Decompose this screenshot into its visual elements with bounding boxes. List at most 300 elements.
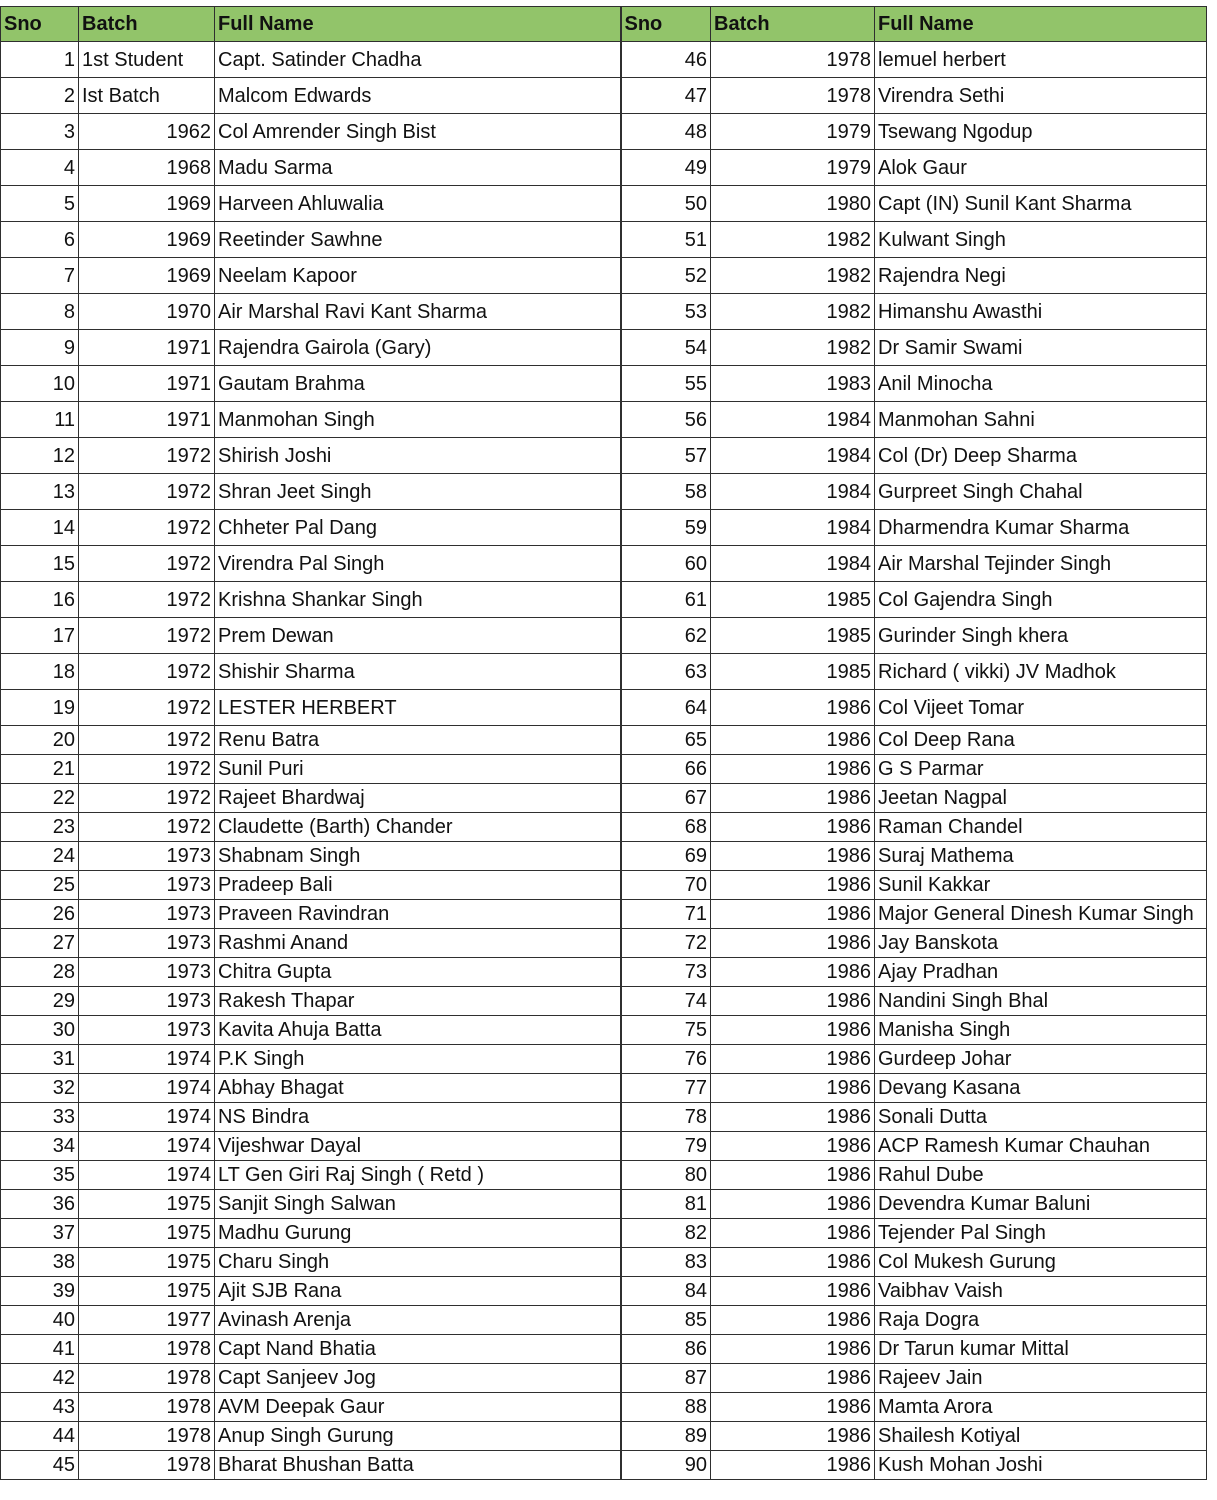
cell-batch[interactable]: 1968: [79, 150, 215, 186]
table-row: [1, 1422, 1207, 1451]
table-row: [1, 987, 1207, 1016]
table-row: [1, 366, 1207, 402]
cell-full-name-2[interactable]: Air Marshal Tejinder Singh: [875, 546, 1207, 582]
cell-sno-2[interactable]: 76: [621, 1045, 711, 1074]
cell-batch[interactable]: 1975: [79, 1248, 215, 1277]
cell-batch-2[interactable]: 1984: [711, 510, 875, 546]
cell-full-name-2[interactable]: Capt (IN) Sunil Kant Sharma: [875, 186, 1207, 222]
cell-batch-2[interactable]: 1986: [711, 755, 875, 784]
cell-full-name-2[interactable]: Sunil Kakkar: [875, 871, 1207, 900]
cell-sno-2[interactable]: 58: [621, 474, 711, 510]
cell-batch[interactable]: 1970: [79, 294, 215, 330]
cell-batch[interactable]: 1973: [79, 987, 215, 1016]
cell-full-name-2[interactable]: Gurpreet Singh Chahal: [875, 474, 1207, 510]
cell-full-name[interactable]: Vijeshwar Dayal: [215, 1132, 621, 1161]
cell-sno[interactable]: 21: [1, 755, 79, 784]
cell-full-name-2[interactable]: Jay Banskota: [875, 929, 1207, 958]
table-row: [1, 258, 1207, 294]
cell-sno-2[interactable]: 66: [621, 755, 711, 784]
cell-batch[interactable]: 1974: [79, 1132, 215, 1161]
cell-full-name[interactable]: Ajit SJB Rana: [215, 1277, 621, 1306]
cell-sno[interactable]: 12: [1, 438, 79, 474]
cell-sno[interactable]: 1: [1, 42, 79, 78]
cell-batch[interactable]: 1971: [79, 330, 215, 366]
cell-batch[interactable]: 1971: [79, 402, 215, 438]
cell-batch[interactable]: 1973: [79, 871, 215, 900]
cell-sno-2[interactable]: 75: [621, 1016, 711, 1045]
cell-sno-2[interactable]: 77: [621, 1074, 711, 1103]
cell-full-name[interactable]: Madhu Gurung: [215, 1219, 621, 1248]
table-row: [1, 871, 1207, 900]
cell-batch[interactable]: 1972: [79, 582, 215, 618]
cell-batch[interactable]: 1972: [79, 510, 215, 546]
cell-full-name[interactable]: Sanjit Singh Salwan: [215, 1190, 621, 1219]
cell-sno[interactable]: 34: [1, 1132, 79, 1161]
cell-sno-2[interactable]: 48: [621, 114, 711, 150]
header-sno-2[interactable]: Sno: [621, 7, 711, 42]
cell-full-name-2[interactable]: Anil Minocha: [875, 366, 1207, 402]
table-row: [1, 1335, 1207, 1364]
cell-full-name[interactable]: Rajeet Bhardwaj: [215, 784, 621, 813]
cell-batch-2[interactable]: 1979: [711, 114, 875, 150]
cell-sno-2[interactable]: 70: [621, 871, 711, 900]
cell-full-name[interactable]: Renu Batra: [215, 726, 621, 755]
cell-sno-2[interactable]: 68: [621, 813, 711, 842]
cell-batch-2[interactable]: 1986: [711, 900, 875, 929]
cell-batch-2[interactable]: 1986: [711, 929, 875, 958]
header-full-name-2[interactable]: Full Name: [875, 7, 1207, 42]
cell-batch[interactable]: 1973: [79, 900, 215, 929]
cell-batch[interactable]: 1972: [79, 755, 215, 784]
cell-sno[interactable]: 2: [1, 78, 79, 114]
cell-batch[interactable]: 1978: [79, 1422, 215, 1451]
header-sno[interactable]: Sno: [1, 7, 79, 42]
cell-full-name[interactable]: Reetinder Sawhne: [215, 222, 621, 258]
cell-full-name[interactable]: Rashmi Anand: [215, 929, 621, 958]
cell-batch[interactable]: 1969: [79, 222, 215, 258]
cell-sno[interactable]: 30: [1, 1016, 79, 1045]
cell-sno[interactable]: 3: [1, 114, 79, 150]
cell-sno-2[interactable]: 61: [621, 582, 711, 618]
cell-sno-2[interactable]: 88: [621, 1393, 711, 1422]
cell-full-name-2[interactable]: Virendra Sethi: [875, 78, 1207, 114]
cell-full-name[interactable]: Rajendra Gairola (Gary): [215, 330, 621, 366]
cell-sno-2[interactable]: 86: [621, 1335, 711, 1364]
cell-full-name-2[interactable]: Himanshu Awasthi: [875, 294, 1207, 330]
cell-batch[interactable]: 1969: [79, 186, 215, 222]
cell-sno[interactable]: 26: [1, 900, 79, 929]
cell-batch-2[interactable]: 1978: [711, 78, 875, 114]
cell-sno-2[interactable]: 78: [621, 1103, 711, 1132]
cell-batch[interactable]: 1972: [79, 813, 215, 842]
cell-batch-2[interactable]: 1986: [711, 958, 875, 987]
alumni-table: [0, 6, 1207, 1480]
spreadsheet: [0, 6, 1207, 1480]
cell-batch[interactable]: 1972: [79, 546, 215, 582]
cell-sno[interactable]: 13: [1, 474, 79, 510]
cell-sno-2[interactable]: 72: [621, 929, 711, 958]
table-row: [1, 330, 1207, 366]
cell-sno-2[interactable]: 57: [621, 438, 711, 474]
cell-full-name[interactable]: Air Marshal Ravi Kant Sharma: [215, 294, 621, 330]
cell-batch[interactable]: 1972: [79, 784, 215, 813]
header-batch-2[interactable]: Batch: [711, 7, 875, 42]
cell-sno-2[interactable]: 69: [621, 842, 711, 871]
cell-full-name[interactable]: Shran Jeet Singh: [215, 474, 621, 510]
cell-sno-2[interactable]: 51: [621, 222, 711, 258]
table-row: [1, 1277, 1207, 1306]
cell-full-name[interactable]: Capt Sanjeev Jog: [215, 1364, 621, 1393]
cell-sno-2[interactable]: 85: [621, 1306, 711, 1335]
cell-batch-2[interactable]: 1986: [711, 1103, 875, 1132]
cell-sno[interactable]: 40: [1, 1306, 79, 1335]
cell-batch-2[interactable]: 1986: [711, 1451, 875, 1480]
cell-batch[interactable]: 1973: [79, 842, 215, 871]
cell-sno-2[interactable]: 56: [621, 402, 711, 438]
cell-full-name[interactable]: AVM Deepak Gaur: [215, 1393, 621, 1422]
cell-sno[interactable]: 10: [1, 366, 79, 402]
cell-full-name[interactable]: Anup Singh Gurung: [215, 1422, 621, 1451]
cell-full-name[interactable]: Charu Singh: [215, 1248, 621, 1277]
cell-batch[interactable]: 1962: [79, 114, 215, 150]
cell-full-name-2[interactable]: Col (Dr) Deep Sharma: [875, 438, 1207, 474]
table-row: [1, 582, 1207, 618]
cell-batch-2[interactable]: 1986: [711, 1306, 875, 1335]
cell-full-name[interactable]: Abhay Bhagat: [215, 1074, 621, 1103]
cell-full-name-2[interactable]: Manisha Singh: [875, 1016, 1207, 1045]
cell-batch[interactable]: 1973: [79, 929, 215, 958]
cell-batch-2[interactable]: 1983: [711, 366, 875, 402]
cell-batch[interactable]: 1973: [79, 1016, 215, 1045]
cell-batch-2[interactable]: 1984: [711, 546, 875, 582]
cell-sno[interactable]: 37: [1, 1219, 79, 1248]
cell-batch[interactable]: Ist Batch: [79, 78, 215, 114]
cell-sno[interactable]: 8: [1, 294, 79, 330]
cell-sno[interactable]: 35: [1, 1161, 79, 1190]
cell-full-name[interactable]: Krishna Shankar Singh: [215, 582, 621, 618]
cell-full-name-2[interactable]: Nandini Singh Bhal: [875, 987, 1207, 1016]
cell-full-name[interactable]: Malcom Edwards: [215, 78, 621, 114]
cell-full-name[interactable]: Col Amrender Singh Bist: [215, 114, 621, 150]
table-row: [1, 402, 1207, 438]
cell-sno[interactable]: 14: [1, 510, 79, 546]
cell-sno[interactable]: 11: [1, 402, 79, 438]
cell-sno[interactable]: 42: [1, 1364, 79, 1393]
cell-sno[interactable]: 28: [1, 958, 79, 987]
cell-full-name[interactable]: Capt. Satinder Chadha: [215, 42, 621, 78]
cell-batch-2[interactable]: 1986: [711, 813, 875, 842]
cell-full-name-2[interactable]: Jeetan Nagpal: [875, 784, 1207, 813]
cell-batch-2[interactable]: 1985: [711, 654, 875, 690]
cell-full-name[interactable]: Manmohan Singh: [215, 402, 621, 438]
cell-sno[interactable]: 15: [1, 546, 79, 582]
cell-sno-2[interactable]: 63: [621, 654, 711, 690]
cell-full-name[interactable]: Avinash Arenja: [215, 1306, 621, 1335]
cell-full-name[interactable]: Capt Nand Bhatia: [215, 1335, 621, 1364]
cell-sno-2[interactable]: 84: [621, 1277, 711, 1306]
cell-batch[interactable]: 1975: [79, 1219, 215, 1248]
cell-full-name-2[interactable]: Shailesh Kotiyal: [875, 1422, 1207, 1451]
cell-sno-2[interactable]: 49: [621, 150, 711, 186]
cell-full-name-2[interactable]: Gurinder Singh khera: [875, 618, 1207, 654]
cell-sno-2[interactable]: 67: [621, 784, 711, 813]
cell-full-name-2[interactable]: Col Deep Rana: [875, 726, 1207, 755]
cell-full-name-2[interactable]: Kush Mohan Joshi: [875, 1451, 1207, 1480]
cell-sno-2[interactable]: 65: [621, 726, 711, 755]
cell-full-name[interactable]: Neelam Kapoor: [215, 258, 621, 294]
cell-batch[interactable]: 1975: [79, 1277, 215, 1306]
cell-full-name-2[interactable]: Devendra Kumar Baluni: [875, 1190, 1207, 1219]
cell-full-name-2[interactable]: Richard ( vikki) JV Madhok: [875, 654, 1207, 690]
cell-full-name[interactable]: Chheter Pal Dang: [215, 510, 621, 546]
cell-full-name-2[interactable]: Suraj Mathema: [875, 842, 1207, 871]
cell-full-name-2[interactable]: Sonali Dutta: [875, 1103, 1207, 1132]
cell-sno-2[interactable]: 55: [621, 366, 711, 402]
cell-full-name-2[interactable]: Tsewang Ngodup: [875, 114, 1207, 150]
cell-batch[interactable]: 1972: [79, 654, 215, 690]
cell-batch[interactable]: 1974: [79, 1103, 215, 1132]
cell-full-name-2[interactable]: Manmohan Sahni: [875, 402, 1207, 438]
cell-full-name[interactable]: P.K Singh: [215, 1045, 621, 1074]
cell-sno-2[interactable]: 74: [621, 987, 711, 1016]
cell-sno-2[interactable]: 79: [621, 1132, 711, 1161]
cell-batch-2[interactable]: 1986: [711, 1016, 875, 1045]
cell-full-name[interactable]: Chitra Gupta: [215, 958, 621, 987]
cell-full-name[interactable]: Rakesh Thapar: [215, 987, 621, 1016]
cell-full-name[interactable]: LESTER HERBERT: [215, 690, 621, 726]
cell-sno-2[interactable]: 52: [621, 258, 711, 294]
table-row: [1, 654, 1207, 690]
cell-sno[interactable]: 4: [1, 150, 79, 186]
cell-full-name-2[interactable]: Rajendra Negi: [875, 258, 1207, 294]
cell-batch-2[interactable]: 1982: [711, 258, 875, 294]
cell-batch-2[interactable]: 1986: [711, 1422, 875, 1451]
cell-sno[interactable]: 39: [1, 1277, 79, 1306]
cell-sno[interactable]: 29: [1, 987, 79, 1016]
cell-full-name-2[interactable]: Gurdeep Johar: [875, 1045, 1207, 1074]
cell-sno[interactable]: 32: [1, 1074, 79, 1103]
cell-sno[interactable]: 18: [1, 654, 79, 690]
cell-batch[interactable]: 1969: [79, 258, 215, 294]
cell-sno[interactable]: 43: [1, 1393, 79, 1422]
cell-batch[interactable]: 1972: [79, 726, 215, 755]
cell-full-name[interactable]: Madu Sarma: [215, 150, 621, 186]
cell-sno-2[interactable]: 47: [621, 78, 711, 114]
cell-full-name-2[interactable]: lemuel herbert: [875, 42, 1207, 78]
cell-sno[interactable]: 27: [1, 929, 79, 958]
cell-batch-2[interactable]: 1986: [711, 1219, 875, 1248]
cell-sno-2[interactable]: 83: [621, 1248, 711, 1277]
cell-batch-2[interactable]: 1986: [711, 1045, 875, 1074]
cell-sno-2[interactable]: 73: [621, 958, 711, 987]
cell-batch[interactable]: 1st Student: [79, 42, 215, 78]
cell-batch[interactable]: 1974: [79, 1161, 215, 1190]
cell-sno[interactable]: 22: [1, 784, 79, 813]
cell-full-name[interactable]: Shishir Sharma: [215, 654, 621, 690]
cell-sno[interactable]: 6: [1, 222, 79, 258]
cell-batch-2[interactable]: 1985: [711, 618, 875, 654]
cell-batch[interactable]: 1972: [79, 474, 215, 510]
table-row: [1, 438, 1207, 474]
cell-full-name[interactable]: Harveen Ahluwalia: [215, 186, 621, 222]
cell-full-name[interactable]: Pradeep Bali: [215, 871, 621, 900]
cell-batch-2[interactable]: 1986: [711, 784, 875, 813]
cell-batch[interactable]: 1971: [79, 366, 215, 402]
cell-sno-2[interactable]: 87: [621, 1364, 711, 1393]
cell-full-name[interactable]: Claudette (Barth) Chander: [215, 813, 621, 842]
cell-batch-2[interactable]: 1986: [711, 1335, 875, 1364]
cell-batch[interactable]: 1978: [79, 1364, 215, 1393]
cell-sno[interactable]: 17: [1, 618, 79, 654]
cell-sno[interactable]: 45: [1, 1451, 79, 1480]
cell-full-name[interactable]: Kavita Ahuja Batta: [215, 1016, 621, 1045]
cell-batch[interactable]: 1972: [79, 438, 215, 474]
cell-sno-2[interactable]: 50: [621, 186, 711, 222]
cell-batch-2[interactable]: 1986: [711, 1277, 875, 1306]
cell-sno[interactable]: 23: [1, 813, 79, 842]
cell-batch[interactable]: 1973: [79, 958, 215, 987]
cell-batch-2[interactable]: 1985: [711, 582, 875, 618]
cell-sno-2[interactable]: 71: [621, 900, 711, 929]
cell-batch-2[interactable]: 1986: [711, 1161, 875, 1190]
cell-full-name-2[interactable]: Kulwant Singh: [875, 222, 1207, 258]
cell-batch-2[interactable]: 1984: [711, 474, 875, 510]
cell-batch-2[interactable]: 1986: [711, 871, 875, 900]
cell-full-name-2[interactable]: Major General Dinesh Kumar Singh: [875, 900, 1207, 929]
table-row: [1, 474, 1207, 510]
cell-batch-2[interactable]: 1984: [711, 438, 875, 474]
cell-sno[interactable]: 9: [1, 330, 79, 366]
cell-full-name-2[interactable]: Dharmendra Kumar Sharma: [875, 510, 1207, 546]
cell-batch-2[interactable]: 1986: [711, 726, 875, 755]
cell-sno[interactable]: 5: [1, 186, 79, 222]
cell-batch[interactable]: 1978: [79, 1451, 215, 1480]
table-row: [1, 1364, 1207, 1393]
cell-full-name[interactable]: NS Bindra: [215, 1103, 621, 1132]
cell-full-name[interactable]: Bharat Bhushan Batta: [215, 1451, 621, 1480]
cell-batch-2[interactable]: 1986: [711, 987, 875, 1016]
cell-full-name-2[interactable]: Rahul Dube: [875, 1161, 1207, 1190]
cell-batch-2[interactable]: 1978: [711, 42, 875, 78]
cell-full-name-2[interactable]: Tejender Pal Singh: [875, 1219, 1207, 1248]
cell-sno-2[interactable]: 59: [621, 510, 711, 546]
header-full-name[interactable]: Full Name: [215, 7, 621, 42]
cell-batch-2[interactable]: 1986: [711, 690, 875, 726]
cell-batch-2[interactable]: 1982: [711, 330, 875, 366]
cell-sno-2[interactable]: 81: [621, 1190, 711, 1219]
cell-full-name[interactable]: Shirish Joshi: [215, 438, 621, 474]
cell-sno-2[interactable]: 54: [621, 330, 711, 366]
cell-full-name-2[interactable]: Col Gajendra Singh: [875, 582, 1207, 618]
cell-full-name[interactable]: Shabnam Singh: [215, 842, 621, 871]
cell-sno-2[interactable]: 62: [621, 618, 711, 654]
cell-full-name-2[interactable]: Dr Tarun kumar Mittal: [875, 1335, 1207, 1364]
cell-sno[interactable]: 20: [1, 726, 79, 755]
cell-batch[interactable]: 1977: [79, 1306, 215, 1335]
cell-sno[interactable]: 24: [1, 842, 79, 871]
cell-sno-2[interactable]: 53: [621, 294, 711, 330]
cell-batch[interactable]: 1978: [79, 1393, 215, 1422]
cell-sno[interactable]: 7: [1, 258, 79, 294]
cell-batch-2[interactable]: 1984: [711, 402, 875, 438]
cell-full-name-2[interactable]: Raman Chandel: [875, 813, 1207, 842]
cell-full-name[interactable]: Sunil Puri: [215, 755, 621, 784]
cell-full-name[interactable]: Gautam Brahma: [215, 366, 621, 402]
cell-batch[interactable]: 1974: [79, 1074, 215, 1103]
cell-batch-2[interactable]: 1986: [711, 1074, 875, 1103]
cell-full-name[interactable]: LT Gen Giri Raj Singh ( Retd ): [215, 1161, 621, 1190]
cell-full-name-2[interactable]: Col Vijeet Tomar: [875, 690, 1207, 726]
cell-batch-2[interactable]: 1982: [711, 294, 875, 330]
cell-batch-2[interactable]: 1982: [711, 222, 875, 258]
cell-batch-2[interactable]: 1980: [711, 186, 875, 222]
cell-sno[interactable]: 16: [1, 582, 79, 618]
cell-full-name[interactable]: Virendra Pal Singh: [215, 546, 621, 582]
table-row: [1, 78, 1207, 114]
cell-full-name[interactable]: Praveen Ravindran: [215, 900, 621, 929]
cell-full-name[interactable]: Prem Dewan: [215, 618, 621, 654]
cell-full-name-2[interactable]: Dr Samir Swami: [875, 330, 1207, 366]
cell-batch-2[interactable]: 1979: [711, 150, 875, 186]
cell-batch-2[interactable]: 1986: [711, 1393, 875, 1422]
cell-full-name-2[interactable]: Mamta Arora: [875, 1393, 1207, 1422]
cell-full-name-2[interactable]: Vaibhav Vaish: [875, 1277, 1207, 1306]
table-row: [1, 150, 1207, 186]
cell-sno-2[interactable]: 89: [621, 1422, 711, 1451]
cell-sno[interactable]: 44: [1, 1422, 79, 1451]
cell-batch-2[interactable]: 1986: [711, 1190, 875, 1219]
cell-sno-2[interactable]: 90: [621, 1451, 711, 1480]
cell-sno[interactable]: 19: [1, 690, 79, 726]
cell-batch[interactable]: 1978: [79, 1335, 215, 1364]
cell-sno[interactable]: 33: [1, 1103, 79, 1132]
table-row: [1, 1016, 1207, 1045]
cell-sno[interactable]: 36: [1, 1190, 79, 1219]
cell-batch[interactable]: 1972: [79, 690, 215, 726]
table-body: [1, 42, 1207, 1480]
cell-sno[interactable]: 38: [1, 1248, 79, 1277]
cell-batch-2[interactable]: 1986: [711, 842, 875, 871]
cell-sno-2[interactable]: 46: [621, 42, 711, 78]
header-batch[interactable]: Batch: [79, 7, 215, 42]
cell-full-name-2[interactable]: Alok Gaur: [875, 150, 1207, 186]
cell-sno[interactable]: 25: [1, 871, 79, 900]
table-row: [1, 958, 1207, 987]
table-row: [1, 1132, 1207, 1161]
cell-full-name-2[interactable]: G S Parmar: [875, 755, 1207, 784]
table-row: [1, 294, 1207, 330]
cell-full-name-2[interactable]: Ajay Pradhan: [875, 958, 1207, 987]
cell-full-name-2[interactable]: Devang Kasana: [875, 1074, 1207, 1103]
cell-sno-2[interactable]: 64: [621, 690, 711, 726]
cell-sno-2[interactable]: 80: [621, 1161, 711, 1190]
cell-batch[interactable]: 1972: [79, 618, 215, 654]
cell-full-name-2[interactable]: Col Mukesh Gurung: [875, 1248, 1207, 1277]
cell-sno-2[interactable]: 82: [621, 1219, 711, 1248]
cell-batch-2[interactable]: 1986: [711, 1132, 875, 1161]
cell-sno[interactable]: 41: [1, 1335, 79, 1364]
cell-batch-2[interactable]: 1986: [711, 1364, 875, 1393]
cell-full-name-2[interactable]: Raja Dogra: [875, 1306, 1207, 1335]
cell-full-name-2[interactable]: ACP Ramesh Kumar Chauhan: [875, 1132, 1207, 1161]
cell-batch[interactable]: 1975: [79, 1190, 215, 1219]
cell-batch[interactable]: 1974: [79, 1045, 215, 1074]
cell-full-name-2[interactable]: Rajeev Jain: [875, 1364, 1207, 1393]
cell-sno[interactable]: 31: [1, 1045, 79, 1074]
cell-sno-2[interactable]: 60: [621, 546, 711, 582]
table-row: [1, 690, 1207, 726]
cell-batch-2[interactable]: 1986: [711, 1248, 875, 1277]
